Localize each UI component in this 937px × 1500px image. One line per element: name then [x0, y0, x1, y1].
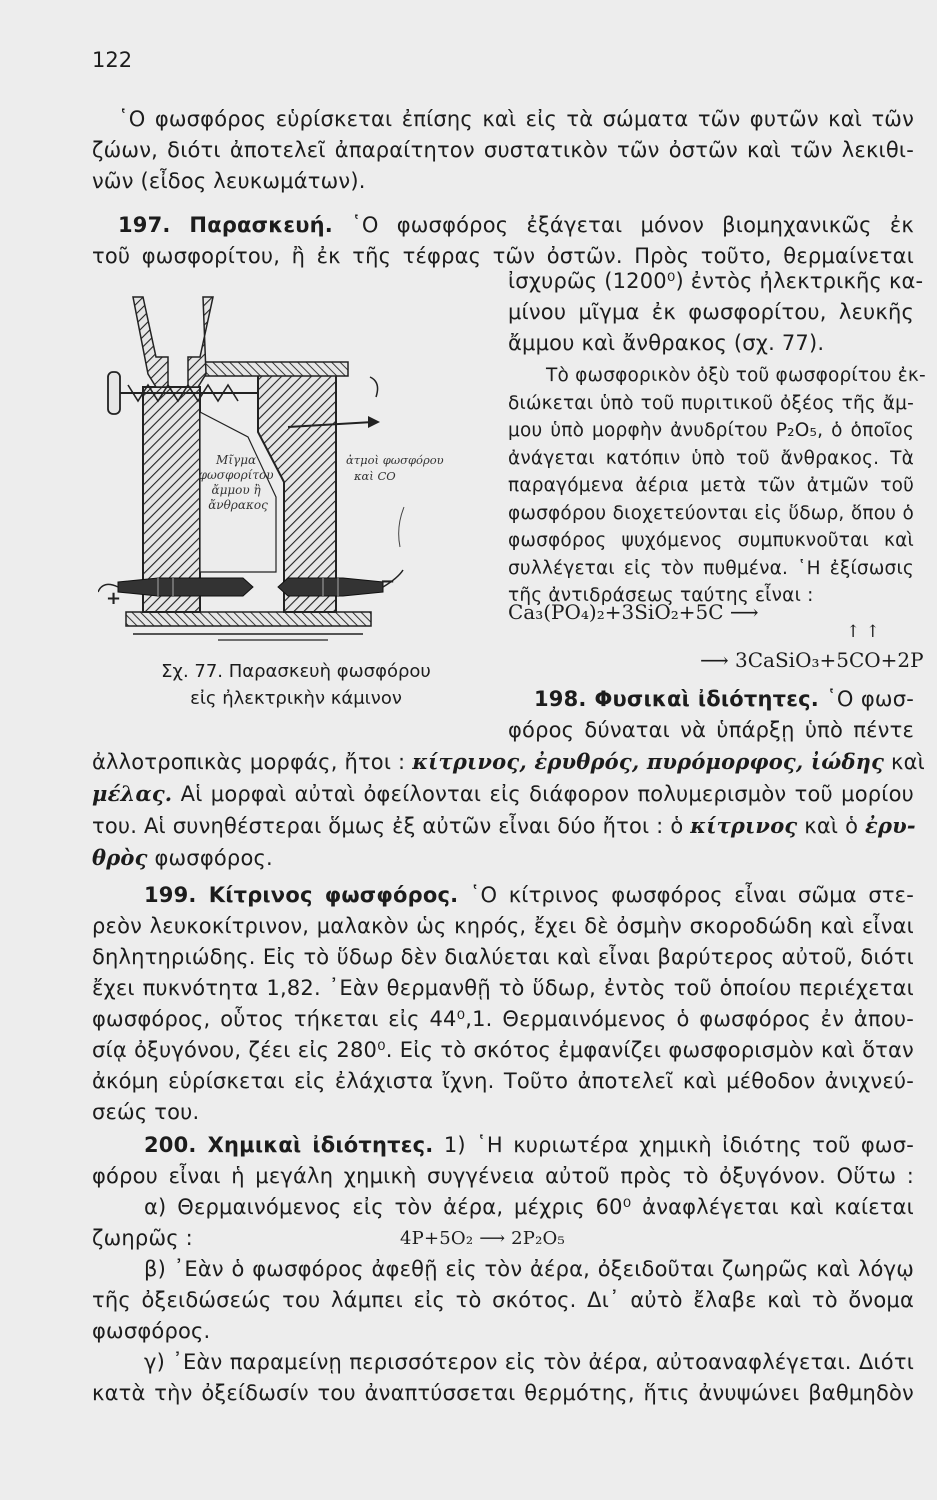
allotrope-list: κίτρινος, ἐρυθρός, πυρόμορφος, ἰώδης [412, 749, 885, 774]
section-199 [92, 880, 914, 1128]
plus-terminal: + [106, 588, 122, 609]
text-line: ἄμμου καὶ ἄνθρακος (σχ. 77). [508, 331, 825, 355]
text-line: ζώων, διότι ἀποτελεῖ ἀπαραίτητον συστατικὸν τῶν ὀστῶν καὶ τῶν λεκιθι- [92, 138, 914, 162]
text-line: δηλητηριώδης. Εἰς τὸ ὕδωρ δὲν διαλύεται καὶ εἶναι βαρύτερος αὐτοῦ, διότι [92, 945, 914, 969]
text-span: καὶ ὁ [804, 814, 859, 838]
section-197-smallprint [508, 362, 926, 610]
text-line: τῆς ὀξειδώσεώς του λάμπει εἰς τὸ σκότος. Δι᾿ αὐτὸ ἔλαβε καὶ τὸ ὄνομα [92, 1288, 914, 1312]
text-span: ῾Ο φωσ- [826, 687, 914, 711]
text-span: ῾Ο φωσφόρος ἐξάγεται μόνον βιομηχανικῶς ἐκ [351, 213, 914, 237]
section-198-body [92, 746, 925, 874]
text-line: συλλέγεται εἰς τὸν πυθμένα. ῾Η ἐξίσωσις [508, 557, 914, 579]
text-line: μου ὑπὸ μορφὴν ἀνυδρίτου P₂O₅, ὁ ὁποῖος [508, 420, 914, 441]
text-line: σεώς του. [92, 1100, 200, 1124]
text-line: φωσφόρου διοχετεύονται εἰς ὕδωρ, ὅπου ὁ [508, 502, 914, 524]
allotrope-red: ἐρυ- [865, 813, 916, 838]
text-line: φόρου εἶναι ἡ μεγάλη χημικὴ συγγένεια αὐτοῦ πρὸς τὸ ὀξυγόνον. Οὕτω : [92, 1164, 914, 1188]
equation-line-2: ⟶ 3CaSiO₃+5CO+2P [700, 648, 924, 672]
gas-arrows: ↑ ↑ [846, 622, 880, 642]
text-line: νῶν (εἶδος λευκωμάτων). [92, 169, 366, 193]
text-line: παραγόμενα ἀέρια μετὰ τῶν ἀτμῶν τοῦ [508, 475, 914, 496]
text-span: φωσφόρος. [154, 846, 273, 870]
text-line [92, 842, 914, 874]
text-line [92, 1223, 914, 1254]
text-line: φόρος δύναται νὰ ὑπάρξῃ ὑπὸ πέντε [508, 718, 914, 742]
caption-line: εἰς ἠλεκτρικὴν κάμινον [190, 688, 402, 709]
label-mix: Μῖγμα φωσφορίτου ἄμμου ἢ ἄνθρακος [198, 453, 274, 512]
text-line: τῆς ἀντιδράσεως ταύτης εἶναι : [508, 585, 814, 606]
text-line [92, 778, 914, 810]
text-line [92, 746, 925, 778]
text-line [92, 810, 914, 842]
section-198-heading: 198. Φυσικαὶ ἰδιότητες. [534, 687, 819, 711]
text-line: ἀκόμη εὑρίσκεται εἰς ἐλάχιστα ἴχνη. Τοῦτο ἀποτελεῖ καὶ μέθοδον ἀνιχνεύ- [92, 1069, 914, 1093]
figure-caption [136, 658, 456, 712]
allotrope-black: μέλας. [92, 781, 173, 806]
text-line: τοῦ φωσφορίτου, ἢ ἐκ τῆς τέφρας τῶν ὀστῶν. Πρὸς τοῦτο, θερμαίνεται [92, 244, 914, 268]
section-197-opening [92, 210, 914, 272]
text-line [92, 210, 914, 241]
text-line: ῾Ο φωσφόρος εὑρίσκεται ἐπίσης καὶ εἰς τὰ σώματα τῶν φυτῶν καὶ τῶν [118, 107, 914, 131]
text-span: ἀλλοτροπικὰς μορφάς, ἤτοι : [92, 750, 406, 774]
text-line: ἰσχυρῶς (1200⁰) ἐντὸς ἠλεκτρικῆς κα- [508, 269, 924, 293]
label-vapor: ἀτμοὶ φωσφόρου καὶ CO [346, 453, 444, 483]
text-line: φωσφόρος ψυχόμενος συμπυκνοῦται καὶ [508, 530, 914, 551]
equation-line-1: Ca₃(PO₄)₂+3SiO₂+5C ⟶ [508, 600, 759, 624]
text-line: ἀνάγεται κατόπιν ὑπὸ τοῦ ἄνθρακος. Τὰ [508, 447, 914, 469]
text-line: β) ᾿Εὰν ὁ φωσφόρος ἀφεθῇ εἰς τὸν ἀέρα, ὀξειδοῦται ζωηρῶς καὶ λόγῳ [144, 1257, 914, 1281]
text-span: Αἱ μορφαὶ αὐταὶ ὀφείλονται εἰς διάφορον πολυμερισμὸν τοῦ μορίου [180, 782, 914, 806]
page-number: 122 [92, 48, 133, 72]
allotrope-red-cont: θρὸς [92, 845, 148, 870]
text-span: καὶ [891, 750, 925, 774]
text-line: μίνου μῖγμα ἐκ φωσφορίτου, λευκῆς [508, 300, 914, 324]
text-span: του. Αἱ συνηθέστεραι ὅμως ἐξ αὐτῶν εἶναι δύο ἤτοι : ὁ [92, 814, 684, 838]
text-line [92, 880, 914, 911]
section-200 [92, 1130, 914, 1409]
text-span: 1) ῾Η κυριωτέρα χημικὴ ἰδιότης τοῦ φωσ- [443, 1133, 914, 1157]
section-198-opening [508, 684, 914, 746]
text-line: κατὰ τὴν ὀξείδωσίν του ἀναπτύσσεται θερμότης, ἥτις ἀνυψώνει βαθμηδὸν [92, 1381, 914, 1405]
allotrope-yellow: κίτρινος [690, 813, 798, 838]
text-span: ζωηρῶς : [92, 1226, 193, 1250]
section-197-wrap [508, 266, 924, 359]
minus-terminal: − [380, 571, 396, 592]
text-line: διώκεται ὑπὸ τοῦ πυριτικοῦ ὀξέος τῆς ἄμ- [508, 392, 914, 414]
text-line: Τὸ φωσφορικὸν ὀξὺ τοῦ φωσφορίτου ἐκ- [546, 365, 926, 386]
text-line: γ) ᾿Εὰν παραμείνῃ περισσότερον εἰς τὸν ἀέρα, αὐτοαναφλέγεται. Διότι [144, 1350, 914, 1374]
text-line [92, 1130, 914, 1161]
text-line: ἔχει πυκνότητα 1,82. ᾿Εὰν θερμανθῇ τὸ ὕδωρ, ἐντὸς τοῦ ὁποίου περιέχεται [92, 976, 914, 1000]
text-line: σίᾳ ὀξυγόνου, ζέει εἰς 280⁰. Εἰς τὸ σκότος ἐμφανίζει φωσφορισμὸν καὶ ὅταν [92, 1038, 914, 1062]
furnace-figure [98, 282, 473, 652]
text-line: φωσφόρος. [92, 1319, 211, 1343]
combustion-equation: 4P+5O₂ ⟶ 2P₂O₅ [400, 1228, 565, 1249]
text-line [508, 684, 914, 715]
text-span: ῾Ο κίτρινος φωσφόρος εἶναι σῶμα στε- [469, 883, 915, 907]
text-line: φωσφόρος, οὗτος τήκεται εἰς 44⁰,1. Θερμαινόμενος ὁ φωσφόρος ἐν ἀπου- [92, 1007, 914, 1031]
caption-line: Σχ. 77. Παρασκευὴ φωσφόρου [161, 661, 431, 682]
text-line: α) Θερμαινόμενος εἰς τὸν ἀέρα, μέχρις 60⁰ ἀναφλέγεται καὶ καίεται [144, 1195, 914, 1219]
text-line: ρεὸν λευκοκίτρινον, μαλακὸν ὡς κηρός, ἔχει δὲ ὀσμὴν σκοροδώδη καὶ εἶναι [92, 914, 914, 938]
intro-paragraph [92, 104, 914, 197]
section-197-heading: 197. Παρασκευή. [118, 213, 333, 237]
section-199-heading: 199. Κίτρινος φωσφόρος. [144, 883, 459, 907]
section-200-heading: 200. Χημικαὶ ἰδιότητες. [144, 1133, 434, 1157]
